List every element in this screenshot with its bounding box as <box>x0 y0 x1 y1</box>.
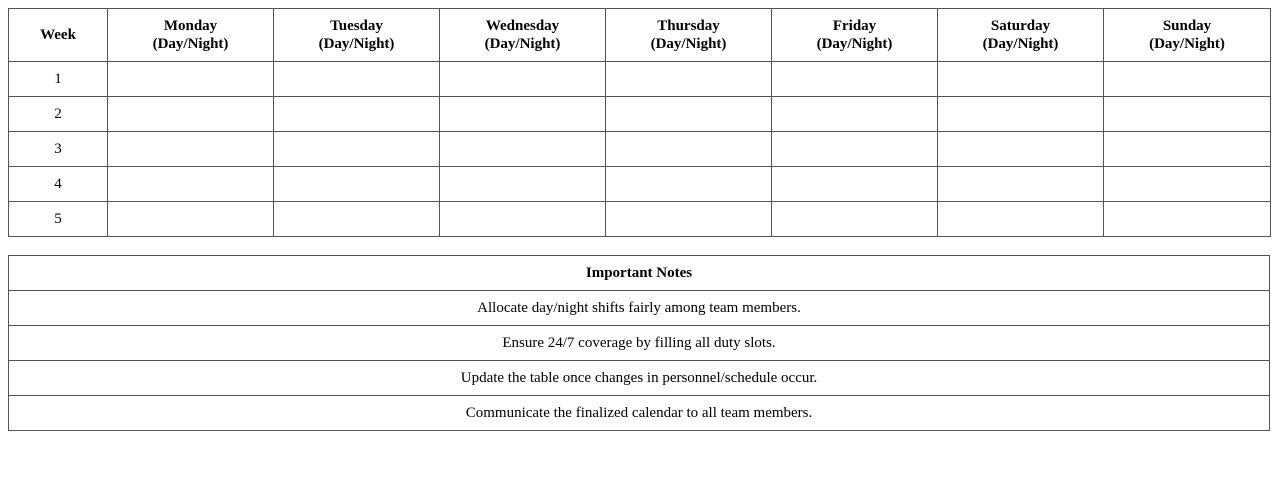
shift-cell[interactable] <box>440 132 606 167</box>
week-number: 4 <box>9 167 108 202</box>
day-column-header-monday <box>108 9 274 62</box>
important-notes-table <box>8 255 1270 431</box>
shift-cell[interactable] <box>274 97 440 132</box>
shift-cell[interactable] <box>606 97 772 132</box>
day-column-header-sunday <box>1104 9 1271 62</box>
shift-cell[interactable] <box>1104 167 1271 202</box>
day-suffix: (Day/Night) <box>318 36 395 52</box>
day-suffix: (Day/Night) <box>816 36 893 52</box>
week-number: 3 <box>9 132 108 167</box>
shift-cell[interactable] <box>1104 97 1271 132</box>
note-row <box>9 291 1270 326</box>
notes-title-row <box>9 256 1270 291</box>
day-column-header-saturday <box>938 9 1104 62</box>
shift-cell[interactable] <box>108 62 274 97</box>
shift-cell[interactable] <box>274 202 440 237</box>
shift-cell[interactable] <box>772 202 938 237</box>
shift-cell[interactable] <box>772 62 938 97</box>
day-name: Saturday <box>990 18 1051 34</box>
shift-cell[interactable] <box>1104 202 1271 237</box>
day-suffix: (Day/Night) <box>982 36 1059 52</box>
week-row <box>9 202 1271 237</box>
note-item: Ensure 24/7 coverage by filling all duty slots. <box>9 326 1270 361</box>
day-name: Sunday <box>1162 18 1212 34</box>
shift-cell[interactable] <box>938 167 1104 202</box>
shift-cell[interactable] <box>606 202 772 237</box>
week-row <box>9 167 1271 202</box>
shift-cell[interactable] <box>938 97 1104 132</box>
day-suffix: (Day/Night) <box>484 36 561 52</box>
shift-cell[interactable] <box>274 62 440 97</box>
shift-cell[interactable] <box>274 132 440 167</box>
shift-cell[interactable] <box>108 97 274 132</box>
shift-cell[interactable] <box>938 202 1104 237</box>
shift-cell[interactable] <box>772 132 938 167</box>
day-column-header-thursday <box>606 9 772 62</box>
schedule-body <box>9 62 1271 237</box>
week-row <box>9 97 1271 132</box>
day-name: Thursday <box>657 18 720 34</box>
week-row <box>9 132 1271 167</box>
day-name: Wednesday <box>485 18 560 34</box>
week-number: 1 <box>9 62 108 97</box>
shift-cell[interactable] <box>274 167 440 202</box>
day-suffix: (Day/Night) <box>1149 36 1225 52</box>
note-row <box>9 326 1270 361</box>
day-name: Friday <box>832 18 877 34</box>
shift-cell[interactable] <box>938 62 1104 97</box>
day-name: Monday <box>163 18 218 34</box>
note-item: Update the table once changes in personnel/schedule occur. <box>9 361 1270 396</box>
week-number: 2 <box>9 97 108 132</box>
shift-cell[interactable] <box>108 132 274 167</box>
day-column-header-friday <box>772 9 938 62</box>
shift-cell[interactable] <box>1104 132 1271 167</box>
shift-cell[interactable] <box>108 202 274 237</box>
shift-cell[interactable] <box>108 167 274 202</box>
shift-cell[interactable] <box>440 62 606 97</box>
shift-cell[interactable] <box>1104 62 1271 97</box>
week-row <box>9 62 1271 97</box>
shift-cell[interactable] <box>606 167 772 202</box>
shift-cell[interactable] <box>440 167 606 202</box>
note-row <box>9 396 1270 431</box>
notes-title: Important Notes <box>9 256 1270 291</box>
day-column-header-tuesday <box>274 9 440 62</box>
shift-cell[interactable] <box>938 132 1104 167</box>
note-item: Communicate the finalized calendar to all team members. <box>9 396 1270 431</box>
schedule-header-row <box>9 9 1271 62</box>
day-column-header-wednesday <box>440 9 606 62</box>
shift-cell[interactable] <box>440 202 606 237</box>
day-suffix: (Day/Night) <box>152 36 229 52</box>
shift-cell[interactable] <box>772 97 938 132</box>
week-column-header: Week <box>9 9 108 62</box>
note-item: Allocate day/night shifts fairly among team members. <box>9 291 1270 326</box>
shift-cell[interactable] <box>772 167 938 202</box>
shift-schedule-table <box>8 8 1271 237</box>
shift-cell[interactable] <box>440 97 606 132</box>
day-suffix: (Day/Night) <box>650 36 727 52</box>
week-number: 5 <box>9 202 108 237</box>
note-row <box>9 361 1270 396</box>
shift-cell[interactable] <box>606 132 772 167</box>
day-name: Tuesday <box>330 18 383 34</box>
shift-cell[interactable] <box>606 62 772 97</box>
